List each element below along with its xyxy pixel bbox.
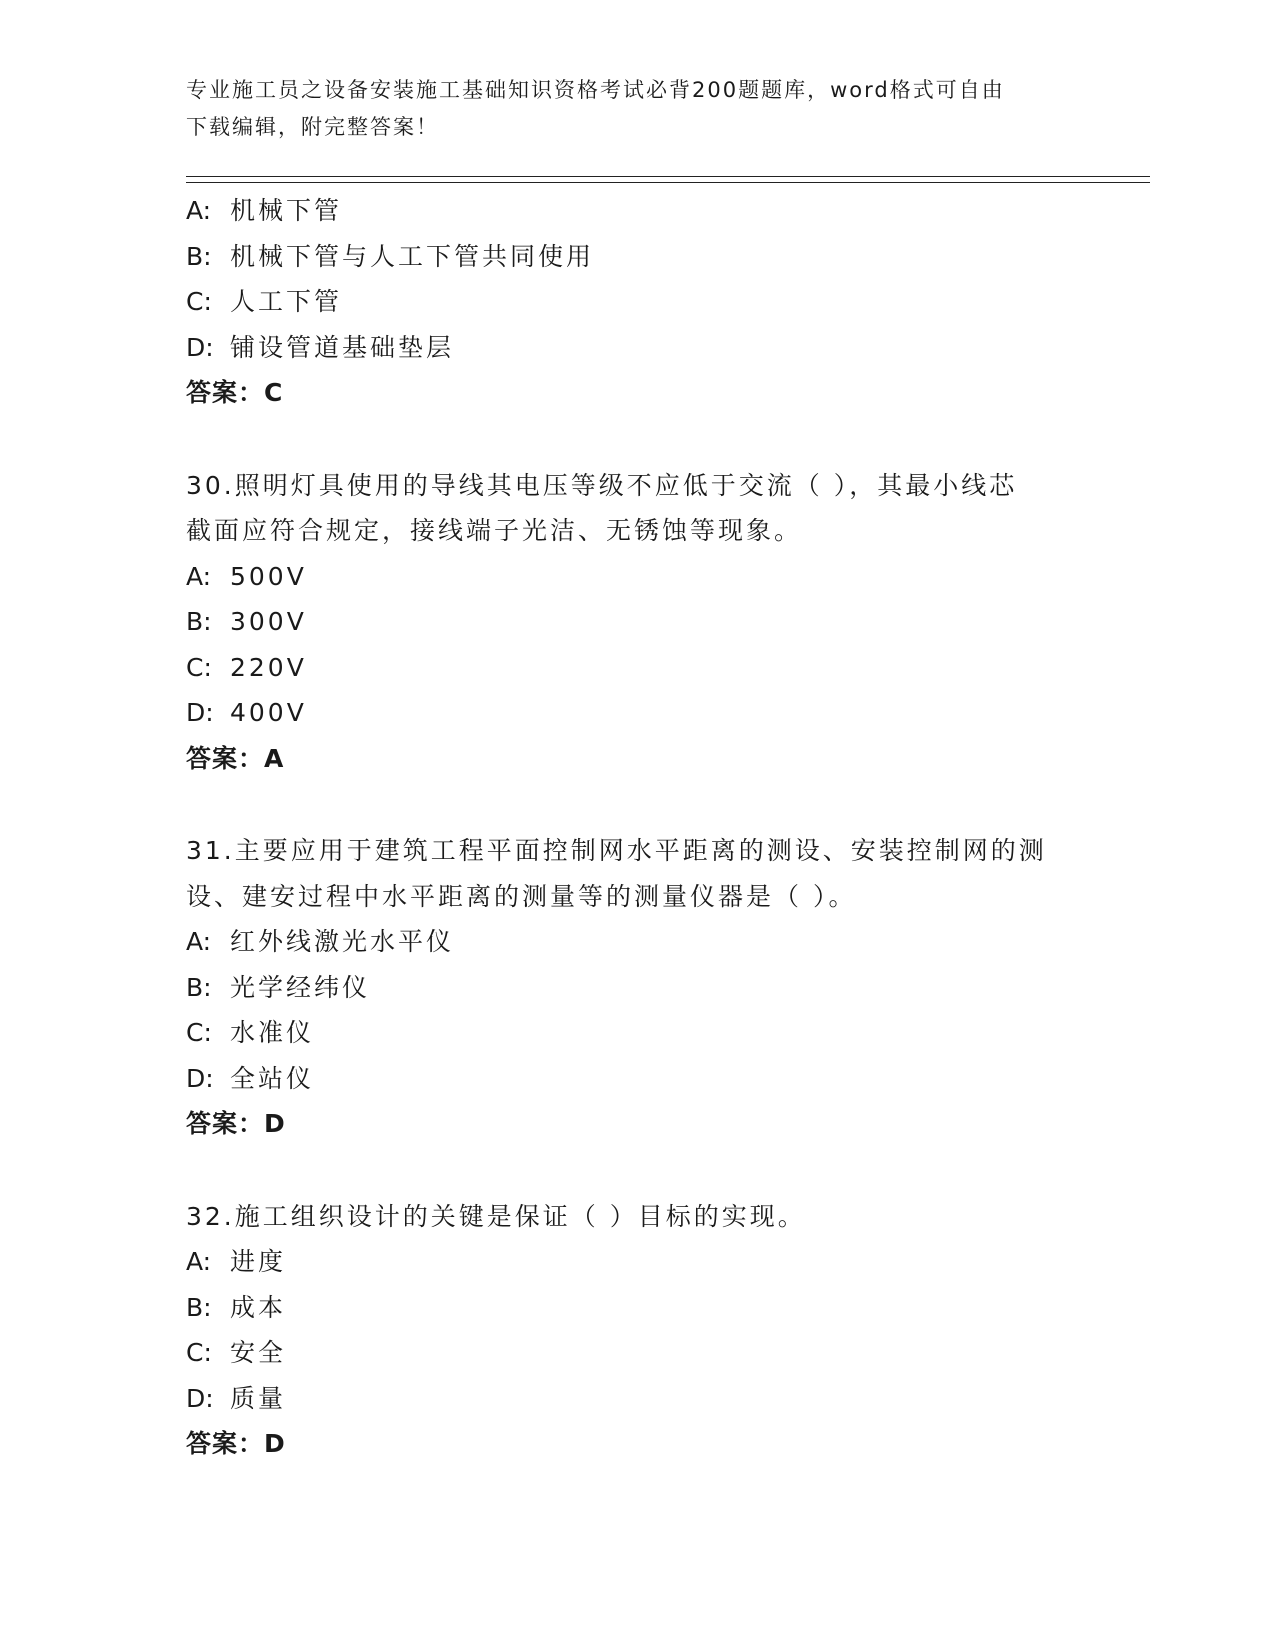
header-line-2: 下载编辑，附完整答案！ bbox=[186, 115, 439, 139]
option-text: 成本 bbox=[230, 1292, 287, 1322]
option-c bbox=[186, 279, 1086, 325]
option-letter: D: bbox=[186, 332, 214, 362]
option-letter: A: bbox=[186, 1247, 212, 1276]
option-text: 水准仪 bbox=[230, 1018, 315, 1047]
option-text: 安全 bbox=[230, 1338, 287, 1367]
option-text: 进度 bbox=[230, 1247, 287, 1276]
question-block-30 bbox=[186, 463, 1086, 782]
option-letter: B: bbox=[186, 607, 212, 636]
option-text: 全站仪 bbox=[230, 1063, 315, 1093]
question-stem-line-2: 截面应符合规定，接线端子光洁、无锈蚀等现象。 bbox=[186, 516, 803, 545]
spacer bbox=[186, 416, 1086, 463]
option-text: 500V bbox=[230, 561, 307, 591]
option-text: 光学经纬仪 bbox=[230, 972, 371, 1002]
option-text: 400V bbox=[230, 698, 307, 727]
option-b bbox=[186, 234, 1086, 280]
option-text: 质量 bbox=[230, 1383, 287, 1413]
option-text: 人工下管 bbox=[230, 287, 343, 316]
document-header bbox=[186, 72, 1066, 146]
option-letter: D: bbox=[186, 1063, 214, 1093]
option-letter: B: bbox=[186, 972, 212, 1002]
question-stem-line-1: 30.照明灯具使用的导线其电压等级不应低于交流（ ），其最小线芯 bbox=[186, 470, 1018, 500]
option-letter: B: bbox=[186, 1292, 212, 1322]
option-d bbox=[186, 1056, 1086, 1102]
option-letter: C: bbox=[186, 1338, 212, 1367]
answer-line: 答案：A bbox=[186, 743, 285, 773]
question-block-31 bbox=[186, 828, 1086, 1147]
option-text: 300V bbox=[230, 607, 307, 636]
option-text: 机械下管与人工下管共同使用 bbox=[230, 241, 595, 271]
option-d bbox=[186, 325, 1086, 371]
option-a bbox=[186, 1239, 1086, 1285]
option-text: 红外线激光水平仪 bbox=[230, 927, 455, 956]
spacer bbox=[186, 781, 1086, 828]
option-a bbox=[186, 554, 1086, 600]
answer-line: 答案：D bbox=[186, 1109, 286, 1138]
option-letter: A: bbox=[186, 927, 212, 956]
question-stem-line-2: 设、建安过程中水平距离的测量等的测量仪器是（ ）。 bbox=[186, 881, 857, 911]
option-text: 机械下管 bbox=[230, 196, 343, 225]
option-d bbox=[186, 690, 1086, 736]
spacer bbox=[186, 1147, 1086, 1194]
option-c bbox=[186, 645, 1086, 691]
option-letter: D: bbox=[186, 1383, 214, 1413]
header-divider-top bbox=[186, 176, 1150, 177]
option-b bbox=[186, 1285, 1086, 1331]
option-a bbox=[186, 919, 1086, 965]
option-c bbox=[186, 1010, 1086, 1056]
answer-line: 答案：C bbox=[186, 378, 284, 407]
header-divider-bottom bbox=[186, 182, 1150, 183]
question-block-29 bbox=[186, 188, 1086, 416]
option-a bbox=[186, 188, 1086, 234]
option-letter: A: bbox=[186, 196, 212, 225]
option-text: 铺设管道基础垫层 bbox=[230, 332, 455, 362]
option-letter: C: bbox=[186, 287, 212, 316]
option-letter: A: bbox=[186, 561, 212, 591]
option-c bbox=[186, 1330, 1086, 1376]
question-list bbox=[186, 188, 1086, 1467]
option-letter: C: bbox=[186, 652, 212, 682]
option-text: 220V bbox=[230, 652, 307, 682]
header-line-1: 专业施工员之设备安装施工基础知识资格考试必背200题题库，word格式可自由 bbox=[186, 78, 1005, 102]
option-d bbox=[186, 1376, 1086, 1422]
option-b bbox=[186, 965, 1086, 1011]
question-stem-line-1: 32.施工组织设计的关键是保证（ ）目标的实现。 bbox=[186, 1201, 806, 1231]
option-b bbox=[186, 599, 1086, 645]
question-stem-line-1: 31.主要应用于建筑工程平面控制网水平距离的测设、安装控制网的测 bbox=[186, 836, 1047, 865]
option-letter: C: bbox=[186, 1018, 212, 1047]
question-block-32 bbox=[186, 1194, 1086, 1467]
answer-line: 答案：D bbox=[186, 1429, 286, 1458]
option-letter: B: bbox=[186, 241, 212, 271]
option-letter: D: bbox=[186, 698, 214, 727]
